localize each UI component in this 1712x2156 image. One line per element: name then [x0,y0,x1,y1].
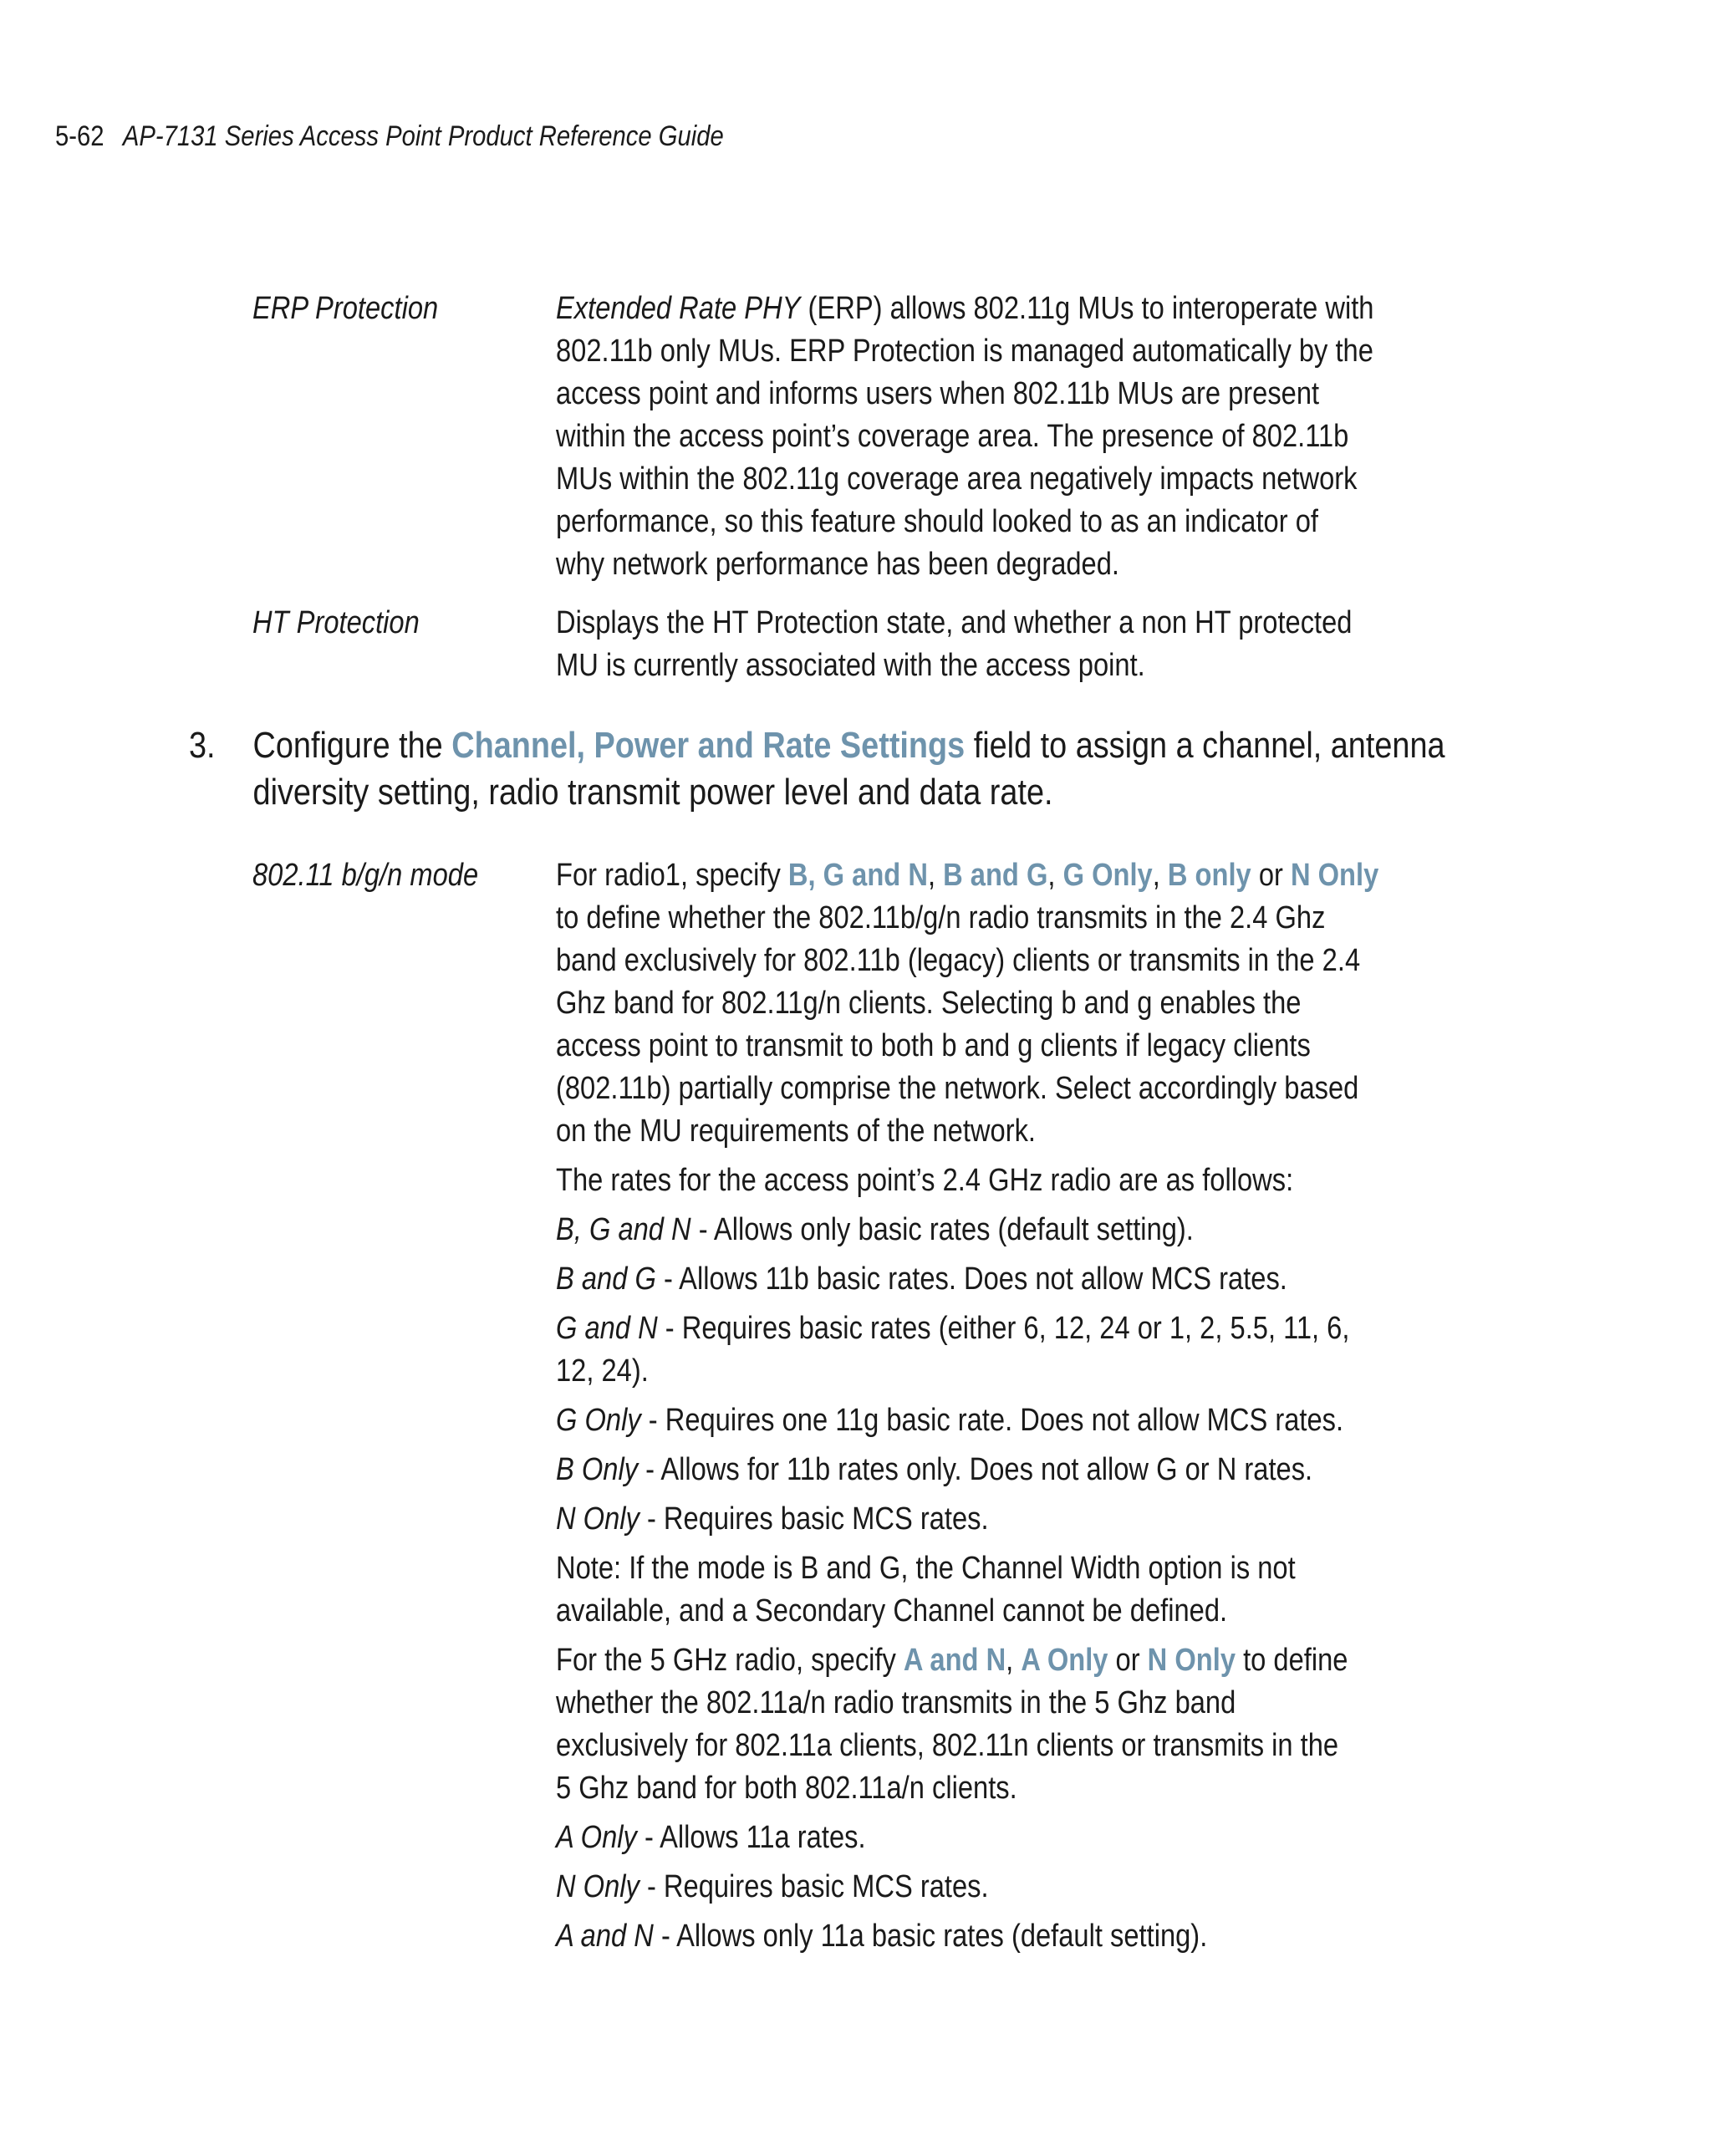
rate-text: - Allows only basic rates (default setting). [690,1212,1194,1247]
body-text: For radio1, specify [556,858,788,893]
step-body [253,722,1445,816]
desc-line [556,1639,1348,1682]
rate-item-cont: 12, 24). [556,1353,649,1389]
desc-line: whether the 802.11a/n radio transmits in the 5 Ghz band [556,1685,1236,1720]
desc-erp-protection [556,288,1374,586]
desc-line [556,288,1374,330]
body-text: (ERP) allows 802.11g MUs to interoperate with [800,291,1374,326]
desc-line: Displays the HT Protection state, and whether a non HT protected [556,605,1353,640]
rate-mode: G and N [556,1311,658,1346]
mode-keyword: A and N [903,1643,1006,1678]
mode-keyword: B only [1167,858,1251,893]
field-keyword: Channel, Power and Rate Settings [451,725,966,766]
step-number: 3. [189,725,216,766]
running-header [55,119,724,154]
rate-text: - Allows for 11b rates only. Does not allow G or N rates. [638,1452,1313,1487]
body-text: , [1006,1643,1022,1678]
rate-item [556,1209,1275,1251]
step-line [253,722,1445,769]
rate-text: - Requires basic MCS rates. [639,1501,989,1537]
body-text: Configure the [252,725,452,766]
body-text: For the 5 GHz radio, specify [556,1643,904,1678]
body-text: to define [1236,1643,1348,1678]
term-ht-protection: HT Protection [252,605,420,640]
rate-mode: N Only [556,1501,639,1537]
rate-text: - Allows 11b basic rates. Does not allow MCS rates. [655,1261,1287,1297]
mode-keyword: B and G [943,858,1048,893]
desc-line: why network performance has been degraded. [556,547,1119,582]
mode-keyword: N Only [1290,858,1379,893]
note-line: available, and a Secondary Channel cannot be defined. [556,1593,1228,1628]
desc-line: on the MU requirements of the network. [556,1114,1036,1149]
rate-mode: B, G and N [556,1212,691,1247]
desc-line: (802.11b) partially comprise the network. Select accordingly based [556,1071,1359,1106]
mode-keyword: N Only [1147,1643,1236,1678]
desc-line: band exclusively for 802.11b (legacy) clients or transmits in the 2.4 [556,943,1361,978]
note-line: Note: If the mode is B and G, the Channel Width option is not [556,1551,1296,1586]
term-80211-bgn-mode: 802.11 b/g/n mode [252,858,479,893]
desc-line: exclusively for 802.11a clients, 802.11n clients or transmits in the [556,1728,1339,1763]
rates-intro: The rates for the access point’s 2.4 GHz radio are as follows: [556,1163,1294,1198]
rate-text: - Allows 11a rates. [636,1820,866,1855]
rate-item [556,1307,1350,1350]
desc-80211-bgn-mode [556,854,1379,1965]
rate-mode: A and N [556,1919,654,1954]
desc-line [556,854,1379,897]
rate-text: - Requires basic rates (either 6, 12, 24 or 1, 2, 5.5, 11, 6, [657,1311,1350,1346]
body-text: , [1047,858,1063,893]
rate-item [556,1817,1275,1859]
mode-keyword: B, G and N [787,858,928,893]
mode-keyword: G Only [1062,858,1153,893]
rate-item [556,1449,1313,1491]
book-title: AP-7131 Series Access Point Product Reference Guide [122,120,724,152]
term-erp-protection: ERP Protection [252,291,439,326]
desc-line: 802.11b only MUs. ERP Protection is managed automatically by the [556,334,1373,369]
body-text: , [927,858,944,893]
desc-line: access point to transmit to both b and g clients if legacy clients [556,1028,1311,1063]
rate-text: - Requires basic MCS rates. [639,1869,989,1904]
mode-keyword: A Only [1021,1643,1108,1678]
desc-line: MU is currently associated with the access point. [556,648,1145,683]
rate-item [556,1866,1275,1909]
desc-ht-protection [556,602,1353,687]
rate-mode: B and G [556,1261,656,1297]
desc-line: to define whether the 802.11b/g/n radio transmits in the 2.4 Ghz [556,900,1326,935]
body-text: or [1251,858,1291,893]
desc-line: within the access point’s coverage area. The presence of 802.11b [556,419,1349,454]
body-text: or [1108,1643,1148,1678]
desc-line: performance, so this feature should looked to as an indicator of [556,504,1318,539]
step-line: diversity setting, radio transmit power level and data rate. [252,772,1053,813]
rate-item [556,1498,1275,1541]
rate-mode: B Only [556,1452,639,1487]
body-text: field to assign a channel, antenna [965,725,1445,766]
rate-text: - Requires one 11g basic rate. Does not allow MCS rates. [640,1403,1344,1438]
page-number: 5-62 [55,120,104,152]
desc-line: MUs within the 802.11g coverage area negatively impacts network [556,461,1358,497]
rate-item [556,1399,1344,1442]
rate-mode: A Only [556,1820,637,1855]
rate-item [556,1915,1275,1958]
rate-item [556,1258,1287,1301]
desc-line: Ghz band for 802.11g/n clients. Selecting b and g enables the [556,986,1302,1021]
desc-line: access point and informs users when 802.11b MUs are present [556,376,1320,411]
desc-line: 5 Ghz band for both 802.11a/n clients. [556,1771,1017,1806]
rate-mode: G Only [556,1403,641,1438]
emphasis-text: Extended Rate PHY [556,291,801,326]
rate-text: - Allows only 11a basic rates (default setting). [653,1919,1208,1954]
body-text: , [1152,858,1168,893]
rate-mode: N Only [556,1869,639,1904]
